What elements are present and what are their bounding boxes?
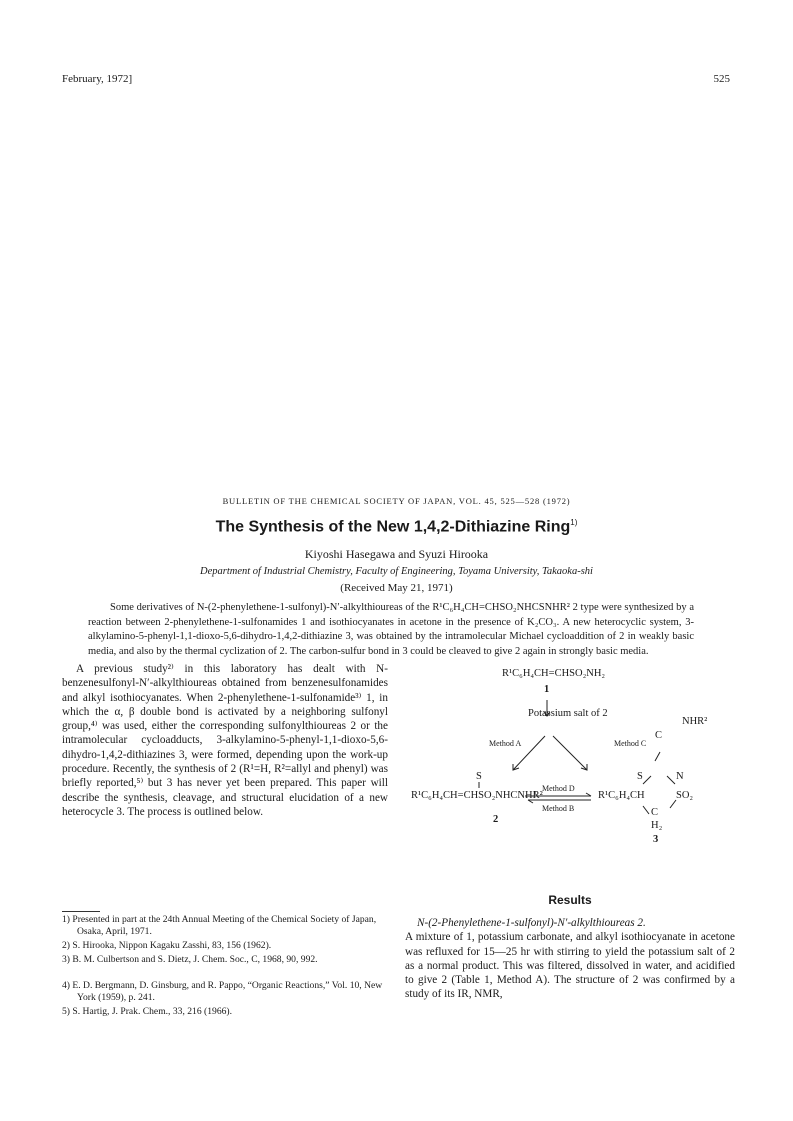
ring-nitrogen: N [676,771,684,782]
results-section [405,916,735,1002]
starting-material-formula: R¹C₆H₄CH=CHSO₂NH₂ [502,668,606,679]
results-subheading: N-(2-Phenylethene-1-sulfonyl)-N′-alkylthioureas 2. [417,917,646,929]
paper-title [0,518,793,536]
ring-sulfur: S [637,771,643,782]
ring-sulfonyl: SO₂ [676,790,694,801]
abstract: Some derivatives of N-(2-phenylethene-1-sulfonyl)-N′-alkylthioureas of the R¹C₆H₄CH=CHSO₂NHCSNHR² 2 type were synthesized by a reaction between 2-phenylethene-1-sulfonamides 1 and isothiocyanates in acetone in the presence of K₂CO₃. A new heterocyclic system, 3-alkylamino-5-phenyl-1,1-dioxo-5,6-dihydro-1,4,2-dithiazine 3, was obtained by the intramolecular Michael cycloaddition of 2 in weakly basic media, and also by the thermal cyclization of 2. The carbon-sulfur bond in 3 could be cleaved to give 2 again in strongly basic media. [88,602,694,657]
received-date: (Received May 21, 1971) [340,582,453,594]
ring-h2: H₂ [651,820,663,831]
compound-2-label: 2 [493,814,499,825]
compound-1-label: 1 [544,684,550,695]
footnote-1: 1) Presented in part at the 24th Annual Meeting of the Chemical Society of Japan, Osaka, April, 1971. [62,914,377,937]
title-text: The Synthesis of the New 1,4,2-Dithiazine Ring [215,518,571,536]
footnote-4: 4) E. D. Bergmann, D. Ginsburg, and R. Pappo, “Organic Reactions,” Vol. 10, New York (1959), p. 241. [62,980,383,1003]
page-number: 525 [713,73,730,85]
ring-aryl-ch: R¹C₆H₄CH [598,790,645,801]
footnote-rule [62,911,100,912]
running-header-date: February, 1972] [62,73,133,85]
footnote-5: 5) S. Hartig, J. Prak. Chem., 33, 216 (1966). [62,1006,233,1017]
affiliation: Department of Industrial Chemistry, Faculty of Engineering, Toyama University, Takaoka-shi [200,566,593,577]
introduction-paragraph: A previous study²⁾ in this laboratory has dealt with N-benzenesulfonyl-N′-alkylthioureas obtained from benzenesulfonamides and alkyl isothiocyanates. When 2-phenylethene-1-sulfonamide³⁾ 1, in which the α, β double bond is activated by a neighboring sulfonyl group,⁴⁾ was used, either the corresponding sulfonylthioureas 2 or the intramolecular cycloadducts, 3-alkylamino-5-phenyl-1,1-dioxo-5,6-dihydro-1,4,2-dithiazines 3, were formed, depending upon the work-up procedure. Recently, the synthesis of 2 (R¹=H, R²=allyl and phenyl) was briefly reported,⁵⁾ but 3 has never yet been prepared. This paper will describe the synthesis, cleavage, and structural elucidation of a new heterocycle 3. The process is outlined below. [62,663,388,818]
results-heading: Results [548,893,592,907]
method-a-label: Method A [489,739,522,748]
method-b-label: Method B [542,804,575,813]
thiourea-sulfur: S [476,771,482,782]
method-c-label: Method C [614,739,647,748]
results-paragraph: A mixture of 1, potassium carbonate, and alkyl isothiocyanate in acetone was refluxed for 15—25 hr with stirring to yield the potassium salt of 2 as a normal product. This was filtered, dissolved in water, and acidified to give 2 (Table 1, Method A). The structure of 2 was confirmed by a study of its IR, NMR, [405,931,735,1001]
thiourea-formula: R¹C₆H₄CH=CHSO₂NHCNHR² [411,790,543,801]
ring-carbon-top: C [655,730,663,741]
title-footnote-mark: 1) [570,518,578,527]
reaction-scheme [405,668,735,880]
scheme-arrows [405,668,735,880]
authors: Kiyoshi Hasegawa and Syuzi Hirooka [304,547,489,561]
footnote-3: 3) B. M. Culbertson and S. Dietz, J. Chem. Soc., C, 1968, 90, 992. [62,954,318,965]
intermediate-salt: Potassium salt of 2 [528,708,608,719]
ring-nhr-group: NHR² [682,716,708,727]
method-d-label: Method D [542,784,575,793]
compound-3-label: 3 [653,834,659,845]
ring-carbon-bottom: C [651,807,659,818]
footnote-2: 2) S. Hirooka, Nippon Kagaku Zasshi, 83, 156 (1962). [62,940,272,951]
journal-citation: BULLETIN OF THE CHEMICAL SOCIETY OF JAPAN, VOL. 45, 525—528 (1972) [222,496,571,506]
